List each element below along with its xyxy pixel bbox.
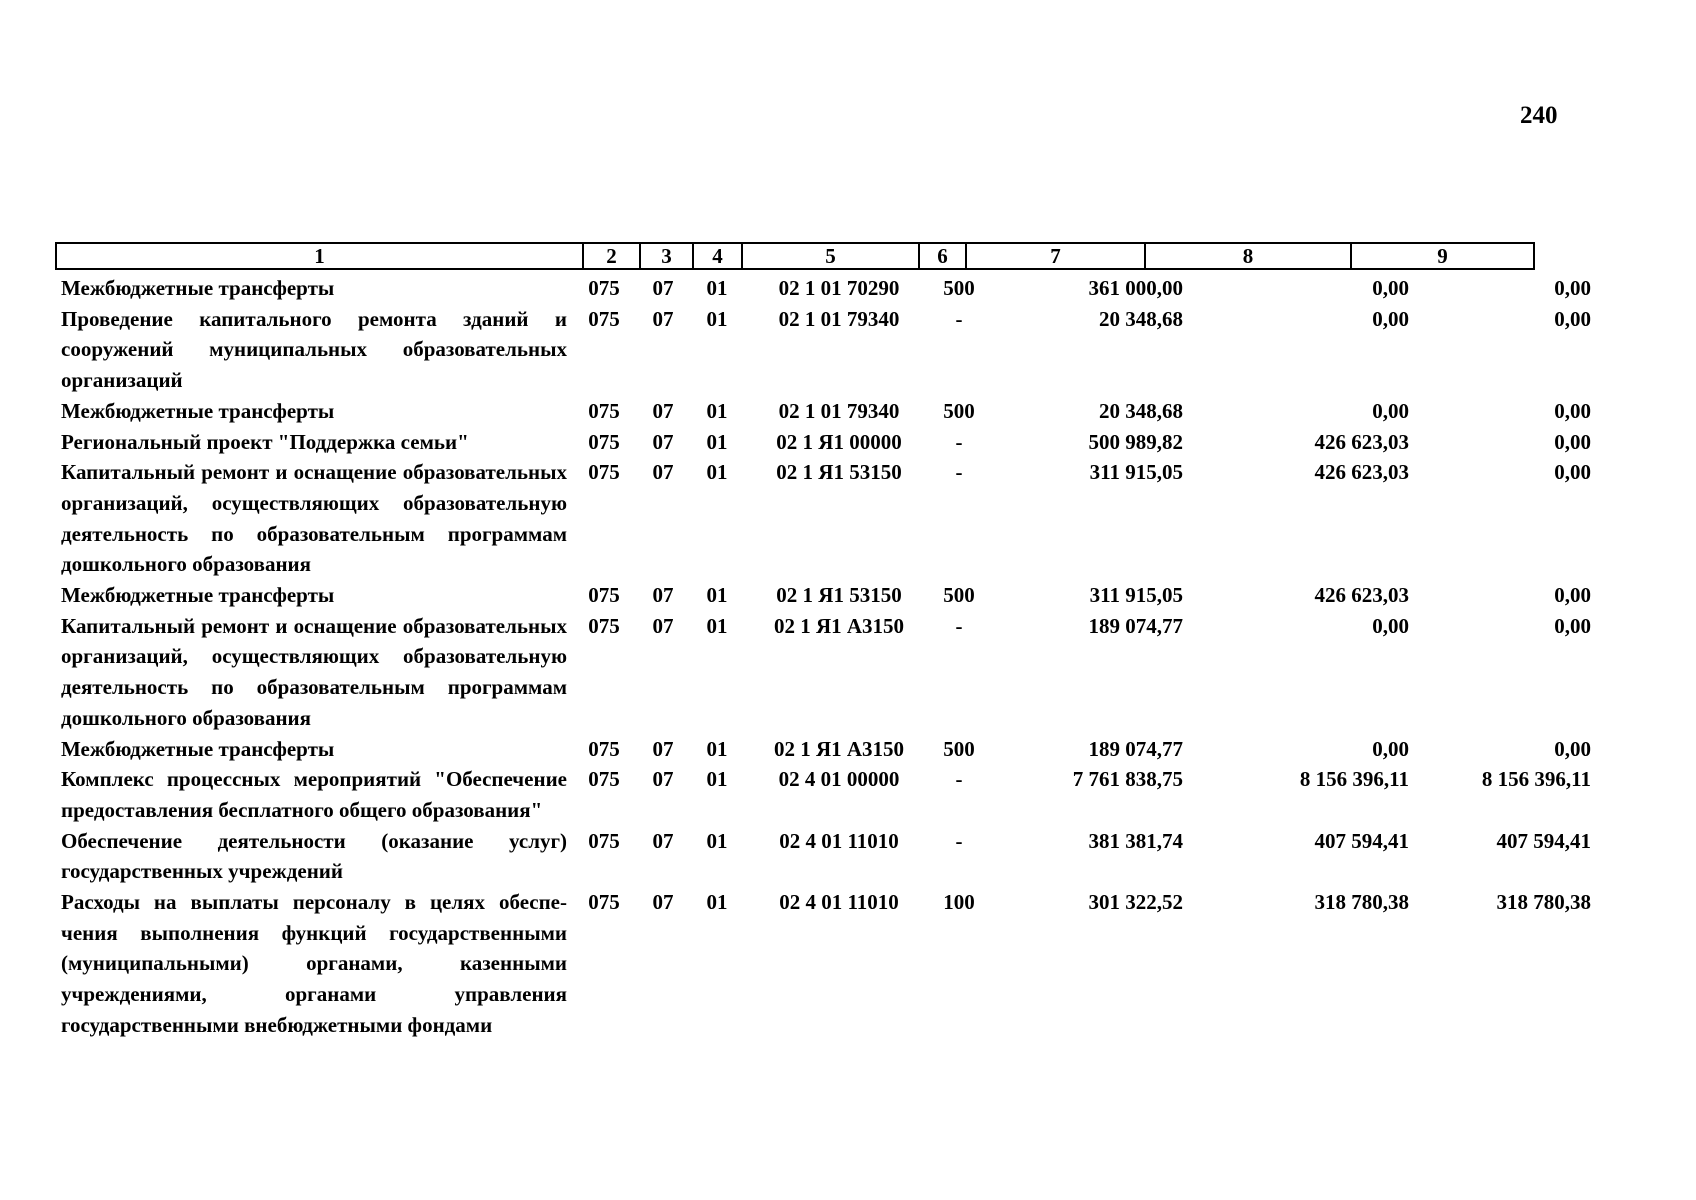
cell-col4: 01 — [706, 460, 728, 485]
table-row — [61, 457, 1621, 580]
cell-col8: 426 623,03 — [1314, 583, 1409, 608]
cell-col6: - — [955, 429, 963, 454]
cell-col4: 01 — [706, 736, 728, 761]
column-header-4: 4 — [693, 243, 742, 269]
row-name: Проведение капитального ремонта зданий и сооружений муниципальных образовательных организаций — [61, 306, 567, 393]
column-header-8: 8 — [1145, 243, 1351, 269]
cell-col7: 311 915,05 — [1089, 583, 1183, 608]
cell-col7: 20 348,68 — [1099, 398, 1183, 423]
cell-col6: - — [955, 306, 963, 331]
cell-col2: 075 — [588, 613, 620, 638]
row-name: Капитальный ремонт и оснащение образовательных организаций, осуществляющих образовательную деятельность по образовательным программам дошкольного образования — [61, 613, 567, 730]
cell-col4: 01 — [706, 767, 728, 792]
cell-col4: 01 — [706, 613, 728, 638]
cell-col3: 07 — [652, 276, 674, 300]
cell-col2: 075 — [588, 276, 620, 300]
row-name: Межбюджетные трансферты — [61, 583, 335, 608]
table-header — [55, 242, 1535, 270]
cell-col7: 7 761 838,75 — [1072, 767, 1183, 792]
cell-col9: 318 780,38 — [1496, 890, 1591, 915]
row-name: Межбюджетные трансферты — [61, 398, 335, 423]
table-row — [61, 734, 1621, 765]
cell-col4: 01 — [706, 828, 728, 853]
cell-col5: 02 1 Я1 00000 — [776, 429, 902, 454]
cell-col6: - — [955, 460, 963, 485]
cell-col5: 02 4 01 00000 — [778, 767, 900, 792]
cell-col9: 0,00 — [1554, 583, 1591, 608]
cell-col4: 01 — [706, 429, 728, 454]
cell-col6: - — [955, 828, 963, 853]
cell-col3: 07 — [652, 767, 674, 792]
cell-col2: 075 — [588, 767, 620, 792]
cell-col3: 07 — [652, 613, 674, 638]
cell-col8: 407 594,41 — [1314, 828, 1409, 853]
cell-col2: 075 — [588, 583, 620, 608]
column-header-7: 7 — [966, 243, 1145, 269]
cell-col5: 02 1 Я1 53150 — [776, 460, 902, 485]
row-name: Обеспечение деятельности (оказание услуг) государственных учреждений — [61, 828, 567, 884]
cell-col9: 8 156 396,11 — [1481, 767, 1591, 792]
cell-col6: 500 — [943, 398, 975, 423]
cell-col2: 075 — [588, 398, 620, 423]
cell-col5: 02 1 Я1 А3150 — [773, 736, 905, 761]
cell-col2: 075 — [588, 429, 620, 454]
table-body — [61, 273, 1621, 1041]
column-header-1: 1 — [56, 243, 583, 269]
cell-col5: 02 1 01 70290 — [778, 276, 900, 300]
page-number: 240 — [1520, 102, 1558, 129]
table-row — [61, 427, 1621, 458]
row-name: Региональный проект "Поддержка семьи" — [61, 429, 469, 454]
cell-col9: 0,00 — [1554, 613, 1591, 638]
table-row — [61, 273, 1621, 304]
cell-col8: 0,00 — [1372, 306, 1409, 331]
cell-col3: 07 — [652, 429, 674, 454]
cell-col5: 02 1 Я1 А3150 — [773, 613, 905, 638]
cell-col3: 07 — [652, 583, 674, 608]
cell-col2: 075 — [588, 828, 620, 853]
cell-col6: 500 — [943, 736, 975, 761]
cell-col8: 318 780,38 — [1314, 890, 1409, 915]
cell-col8: 0,00 — [1372, 398, 1409, 423]
cell-col8: 0,00 — [1372, 613, 1409, 638]
cell-col7: 301 322,52 — [1088, 890, 1183, 915]
cell-col3: 07 — [652, 460, 674, 485]
cell-col6: - — [955, 767, 963, 792]
cell-col3: 07 — [652, 828, 674, 853]
cell-col4: 01 — [706, 583, 728, 608]
column-header-6: 6 — [919, 243, 966, 269]
cell-col6: 500 — [943, 583, 975, 608]
cell-col4: 01 — [706, 306, 728, 331]
cell-col3: 07 — [652, 890, 674, 915]
cell-col9: 0,00 — [1554, 429, 1591, 454]
cell-col9: 0,00 — [1554, 736, 1591, 761]
cell-col7: 189 074,77 — [1088, 736, 1183, 761]
table-row — [61, 396, 1621, 427]
cell-col8: 0,00 — [1372, 276, 1409, 300]
column-header-2: 2 — [583, 243, 640, 269]
cell-col4: 01 — [706, 890, 728, 915]
cell-col5: 02 1 Я1 53150 — [776, 583, 902, 608]
table-row — [61, 764, 1621, 825]
row-name: Межбюджетные трансферты — [61, 276, 335, 300]
row-name: Расходы на выплаты персоналу в целях обеспе-чения выполнения функций государственными (муниципальными) органами, казенными учреждениями, органами управления государственными внебюджетными фондами — [61, 890, 567, 1037]
column-header-3: 3 — [640, 243, 693, 269]
cell-col3: 07 — [652, 306, 674, 331]
table-row — [61, 826, 1621, 887]
cell-col9: 0,00 — [1554, 306, 1591, 331]
table-row — [61, 611, 1621, 734]
table-row — [61, 304, 1621, 396]
cell-col2: 075 — [588, 890, 620, 915]
table-row — [61, 887, 1621, 1041]
cell-col7: 500 989,82 — [1088, 429, 1183, 454]
cell-col7: 381 381,74 — [1088, 828, 1183, 853]
cell-col7: 20 348,68 — [1099, 306, 1183, 331]
row-name: Межбюджетные трансферты — [61, 736, 335, 761]
cell-col4: 01 — [706, 398, 728, 423]
cell-col8: 426 623,03 — [1314, 460, 1409, 485]
cell-col8: 0,00 — [1372, 736, 1409, 761]
cell-col5: 02 1 01 79340 — [778, 306, 900, 331]
cell-col2: 075 — [588, 306, 620, 331]
cell-col3: 07 — [652, 736, 674, 761]
column-header-9: 9 — [1351, 243, 1534, 269]
cell-col7: 189 074,77 — [1088, 613, 1183, 638]
cell-col5: 02 4 01 11010 — [779, 828, 899, 853]
cell-col4: 01 — [706, 276, 728, 300]
cell-col9: 407 594,41 — [1496, 828, 1591, 853]
cell-col2: 075 — [588, 460, 620, 485]
cell-col9: 0,00 — [1554, 460, 1591, 485]
cell-col9: 0,00 — [1554, 276, 1591, 300]
cell-col9: 0,00 — [1554, 398, 1591, 423]
column-header-5: 5 — [742, 243, 919, 269]
cell-col6: 100 — [943, 890, 975, 915]
cell-col8: 8 156 396,11 — [1299, 767, 1409, 792]
cell-col7: 361 000,00 — [1088, 276, 1183, 300]
cell-col5: 02 4 01 11010 — [779, 890, 899, 915]
row-name: Комплекс процессных мероприятий "Обеспечение предоставления бесплатного общего образования" — [61, 767, 567, 822]
cell-col7: 311 915,05 — [1089, 460, 1183, 485]
cell-col8: 426 623,03 — [1314, 429, 1409, 454]
cell-col6: - — [955, 613, 963, 638]
cell-col6: 500 — [943, 276, 975, 300]
cell-col3: 07 — [652, 398, 674, 423]
cell-col2: 075 — [588, 736, 620, 761]
cell-col5: 02 1 01 79340 — [778, 398, 900, 423]
table-row — [61, 580, 1621, 611]
row-name: Капитальный ремонт и оснащение образовательных организаций, осуществляющих образовательную деятельность по образовательным программам дошкольного образования — [61, 460, 567, 577]
